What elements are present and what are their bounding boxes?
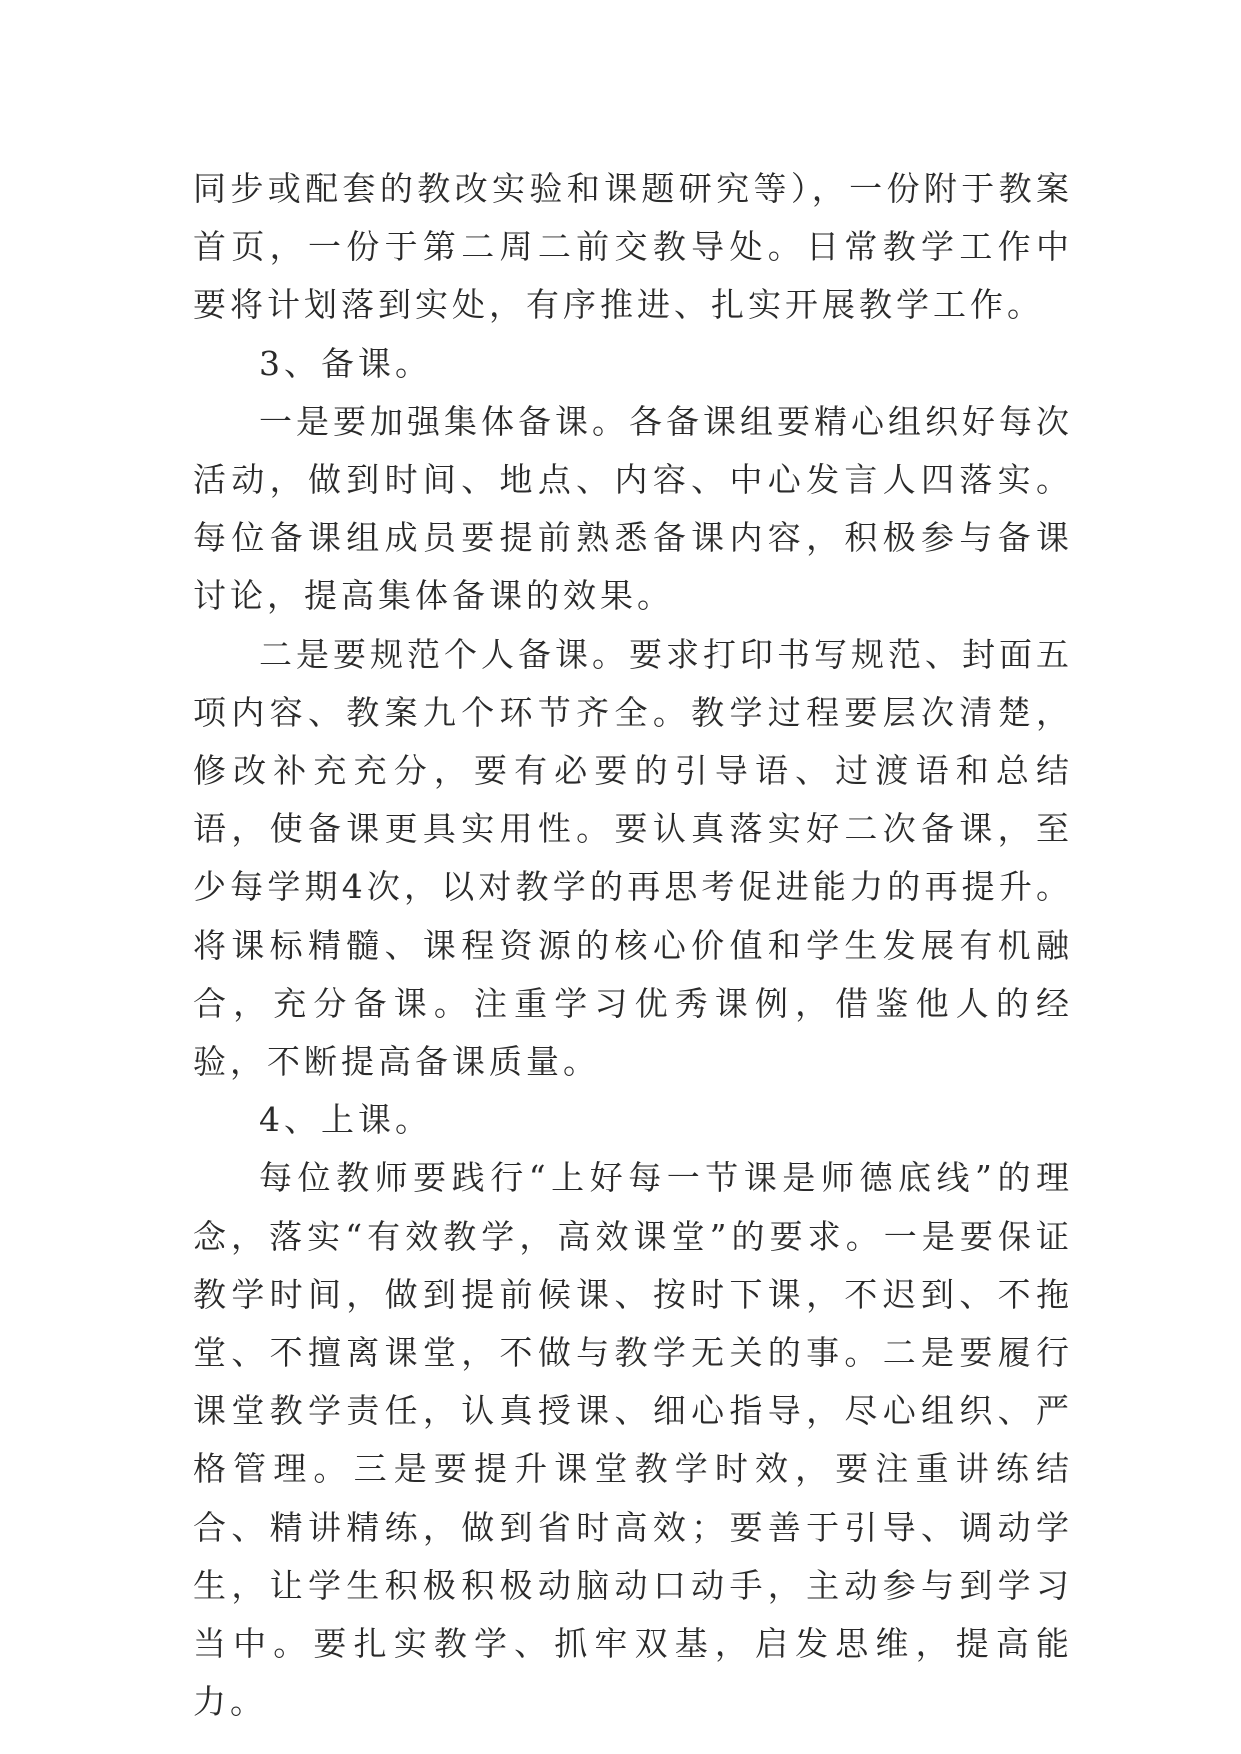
- document-body: [193, 160, 1073, 1731]
- section-heading-lesson-prep: 3、备课。: [259, 343, 432, 383]
- section-heading-class: 4、上课。: [259, 1100, 432, 1140]
- paragraph-class-requirements: 每位教师要践行“上好每一节课是师德底线”的理念，落实“有效教学，高效课堂”的要求。一是要保证教学时间，做到提前候课、按时下课，不迟到、不拖堂、不擅离课堂，不做与教学无关的事。二是要履行课堂教学责任，认真授课、细心指导，尽心组织、严格管理。三是要提升课堂教学时效，要注重讲练结合、精讲精练，做到省时高效；要善于引导、调动学生，让学生积极积极动脑动口动手，主动参与到学习当中。要扎实教学、抓牢双基，启发思维，提高能力。: [193, 1158, 1073, 1722]
- paragraph-collective-prep: 一是要加强集体备课。各备课组要精心组织好每次活动，做到时间、地点、内容、中心发言人四落实。每位备课组成员要提前熟悉备课内容，积极参与备课讨论，提高集体备课的效果。: [193, 401, 1073, 616]
- paragraph-continuation: 同步或配套的教改实验和课题研究等），一份附于教案首页，一份于第二周二前交教导处。日常教学工作中要将计划落到实处，有序推进、扎实开展教学工作。: [193, 169, 1073, 325]
- paragraph-individual-prep: 二是要规范个人备课。要求打印书写规范、封面五项内容、教案九个环节齐全。教学过程要层次清楚，修改补充充分，要有必要的引导语、过渡语和总结语，使备课更具实用性。要认真落实好二次备课，至少每学期4次，以对教学的再思考促进能力的再提升。将课标精髓、课程资源的核心价值和学生发展有机融合，充分备课。注重学习优秀课例，借鉴他人的经验，不断提高备课质量。: [193, 634, 1073, 1082]
